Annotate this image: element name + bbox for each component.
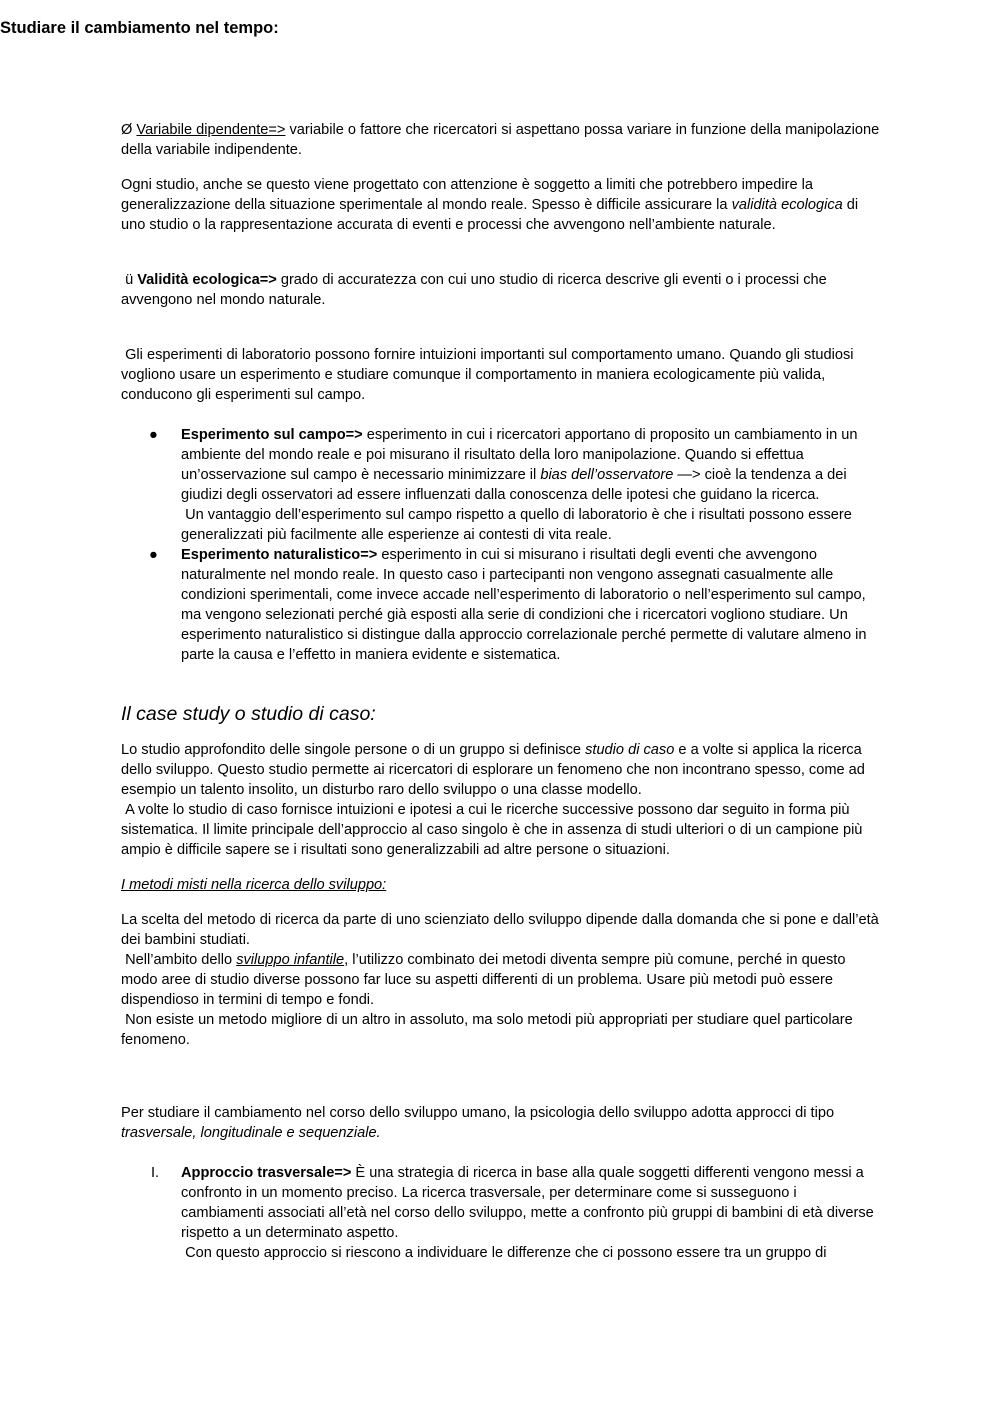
term-cross-sectional: Approccio trasversale=> <box>181 1165 352 1181</box>
heading-change-over-time: Studiare il cambiamento nel tempo: <box>0 18 279 37</box>
definition-text: variabile o fattore che ricercatori si aspettano possa variare in funzione della manipolazione della variabile indipendente. <box>121 122 880 158</box>
paragraph-case-study <box>121 740 881 860</box>
bullet-dot: ● <box>149 427 158 443</box>
check-marker: ü <box>125 272 134 288</box>
bullet-dot: ● <box>149 547 158 563</box>
paragraph-change-over-time <box>121 1103 881 1143</box>
bullet-naturalistic-experiment <box>181 545 881 665</box>
text-segment: A volte lo studio di caso fornisce intuizioni e ipotesi a cui le ricerche successive possono dar seguito in forma più sistematica. Il limite principale dell’approccio al caso singolo è che in assenza di studi ulteriori o di un campione più ampio è difficile sapere se i risultati sono generalizzabili ad altre persone o situazioni. <box>121 802 863 858</box>
paragraph-mixed-methods <box>121 910 881 1050</box>
text-segment: esperimento in cui si misurano i risultati degli eventi che avvengono naturalmente nel mondo reale. In questo caso i partecipanti non vengono assegnati casualmente alle condizioni sperimentali, come invece accade nell’esperimento di laboratorio o nell’esperimento sul campo, ma vengono selezionati perché già esposti alla serie di condizioni che i ricercatori vogliono studiare. Un esperimento naturalistico si distingue dalla approccio correlazionale perché permette di valutare almeno in parte la causa e l’effetto in maniera evidente e sistematica. <box>181 547 867 663</box>
link-sviluppo-infantile[interactable]: sviluppo infantile <box>236 952 345 968</box>
text-segment: Lo studio approfondito delle singole persone o di un gruppo si definisce <box>121 742 586 758</box>
bullet-marker: Ø <box>121 122 133 138</box>
term-ecological-validity: Validità ecologica=> <box>137 272 277 288</box>
heading-mixed-methods: I metodi misti nella ricerca dello sviluppo: <box>121 877 387 893</box>
paragraph-ecological-validity <box>121 270 881 310</box>
text-segment: È una strategia di ricerca in base alla quale soggetti differenti vengono messi a confronto in un momento preciso. La ricerca trasversale, per determinare come si susseguono i cambiamenti associati all’età nel corso dello sviluppo, mette a confronto più gruppi di bambini di età diverse rispetto a un determinato aspetto. <box>181 1165 874 1241</box>
text-segment: Nell’ambito dello <box>125 952 237 968</box>
text-segment: di uno studio o la rappresentazione accurata di eventi e processi che avvengono nell’ambiente naturale. <box>121 197 859 233</box>
italic-term: validità ecologica <box>731 197 843 213</box>
text-segment: e a volte si applica la ricerca dello sviluppo. Questo studio permette ai ricercatori di esplorare un fenomeno che non incontrano spesso, come ad esempio un talento insolito, un disturbo raro dello sviluppo o una classe modello. <box>121 742 865 798</box>
term-field-experiment: Esperimento sul campo=> <box>181 427 363 443</box>
heading-case-study: Il case study o studio di caso: <box>121 703 376 725</box>
text-segment: Ogni studio, anche se questo viene progettato con attenzione è soggetto a limiti che potrebbero impedire la generalizzazione della situazione sperimentale al mondo reale. Spesso è difficile assicurare la <box>121 177 814 213</box>
paragraph-dependent-variable <box>121 120 881 160</box>
italic-term: studio di caso <box>585 742 675 758</box>
text-segment: Con questo approccio si riescono a individuare le differenze che ci possono essere tra un gruppo di <box>185 1245 827 1261</box>
bullet-field-experiment <box>181 425 881 545</box>
term-dependent-variable: Variabile dipendente=> <box>136 122 286 138</box>
text-segment: Un vantaggio dell’esperimento sul campo rispetto a quello di laboratorio è che i risultati possono essere generalizzati più facilmente alle esperienze ai contesti di vita reale. <box>181 507 852 543</box>
paragraph-lab-experiments <box>121 345 881 405</box>
text-segment: Gli esperimenti di laboratorio possono fornire intuizioni importanti sul comportamento umano. Quando gli studiosi vogliono usare un esperimento e studiare comunque il comportamento in maniera ecologicamente più valida, conducono gli esperimenti sul campo. <box>121 347 854 403</box>
text-segment: esperimento in cui i ricercatori apportano di proposito un cambiamento in un ambiente del mondo reale e poi misurano il risultato della loro manipolazione. Quando si effettua un’osservazione sul campo è necessario minimizzare il <box>181 427 858 483</box>
italic-term: trasversale, longitudinale e sequenziale. <box>121 1125 381 1141</box>
italic-term: bias dell’osservatore <box>540 467 674 483</box>
text-segment: Non esiste un metodo migliore di un altro in assoluto, ma solo metodi più appropriati per studiare quel particolare fenomeno. <box>121 1012 853 1048</box>
term-naturalistic-experiment: Esperimento naturalistico=> <box>181 547 378 563</box>
text-segment: , l’utilizzo combinato dei metodi diventa sempre più comune, perché in questo modo aree di studio diverse possono far luce su aspetti differenti di un problema. Usare più metodi può essere dispendioso in termini di tempo e fondi. <box>121 952 846 1008</box>
roman-numeral: I. <box>151 1165 160 1181</box>
paragraph-limits <box>121 175 881 235</box>
item-cross-sectional <box>181 1163 881 1263</box>
text-segment: —> cioè la tendenza a dei giudizi degli osservatori ad essere influenzati dalla conoscenza delle ipotesi che guidano la ricerca. <box>181 467 847 503</box>
definition-text: grado di accuratezza con cui uno studio di ricerca descrive gli eventi o i processi che avvengono nel mondo naturale. <box>121 272 827 308</box>
text-segment: Per studiare il cambiamento nel corso dello sviluppo umano, la psicologia dello sviluppo adotta approcci di tipo <box>121 1105 835 1121</box>
text-segment: La scelta del metodo di ricerca da parte di uno scienziato dello sviluppo dipende dalla domanda che si pone e dall’età dei bambini studiati. <box>121 912 879 948</box>
